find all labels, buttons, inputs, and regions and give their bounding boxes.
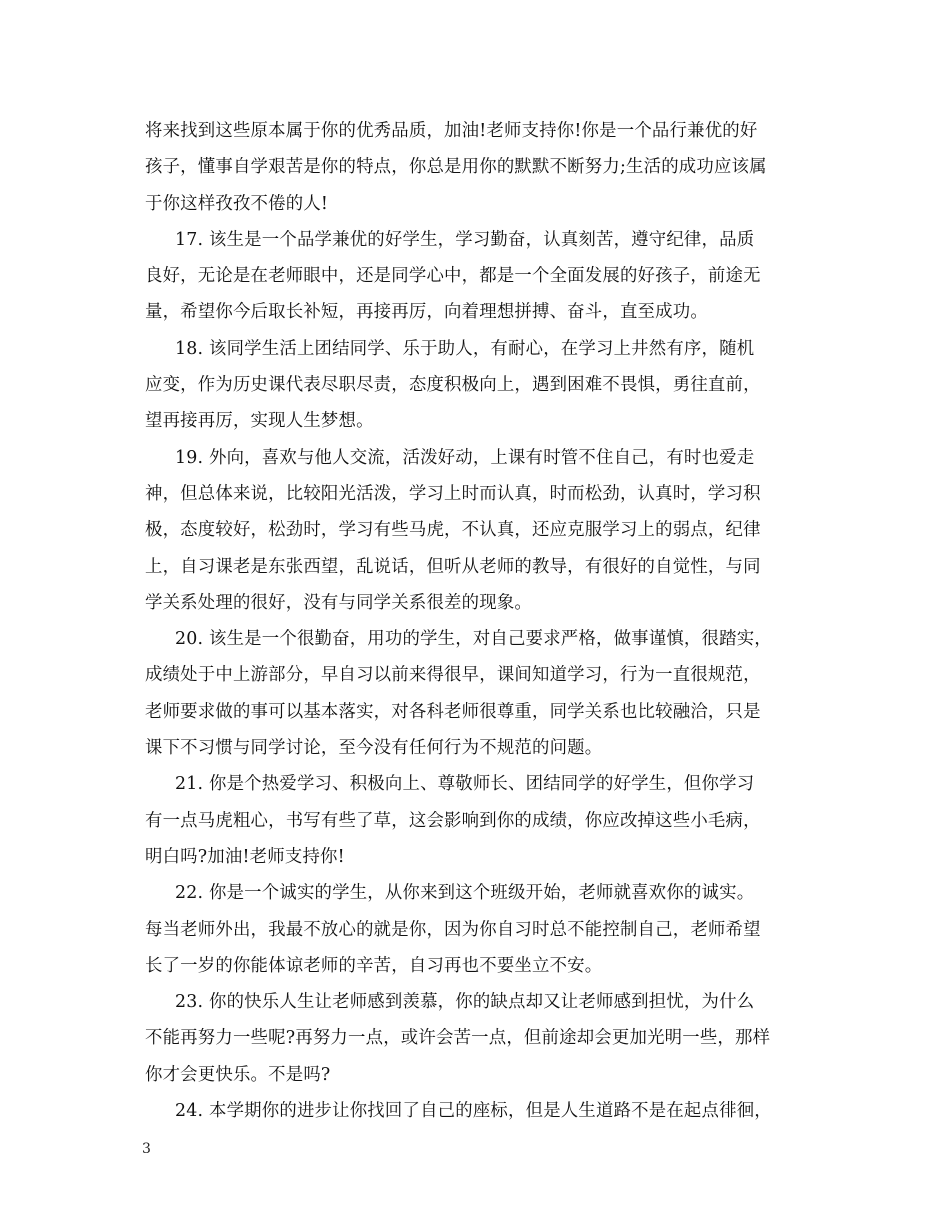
text-line: 你才会更快乐。不是吗? <box>145 1064 331 1085</box>
text-line: 量，希望你今后取长补短，再接再厉，向着理想拼搏、奋斗，直至成功。 <box>145 302 708 323</box>
text-line: 老师要求做的事可以基本落实，对各科老师很尊重，同学关系也比较融洽，只是 <box>145 701 761 722</box>
text-line: 17. 该生是一个品学兼优的好学生，学习勤奋，认真刻苦，遵守纪律，品质 <box>175 229 755 250</box>
text-line: 20. 该生是一个很勤奋，用功的学生，对自己要求严格，做事谨慎，很踏实， <box>175 629 772 650</box>
text-line: 24. 本学期你的进步让你找回了自己的座标，但是人生道路不是在起点徘徊， <box>175 1101 772 1122</box>
text-line: 长了一岁的你能体谅老师的辛苦，自习再也不要坐立不安。 <box>145 955 603 976</box>
text-line: 课下不习惯与同学讨论，至今没有任何行为不规范的问题。 <box>145 738 603 759</box>
text-line: 神，但总体来说，比较阳光活泼，学习上时而认真，时而松劲，认真时，学习积 <box>145 483 761 504</box>
text-line: 不能再努力一些呢?再努力一点，或许会苦一点，但前途却会更加光明一些，那样 <box>145 1028 771 1049</box>
text-line: 19. 外向，喜欢与他人交流，活泼好动，上课有时管不住自己，有时也爱走 <box>175 447 755 468</box>
text-line: 极，态度较好，松劲时，学习有些马虎，不认真，还应克服学习上的弱点，纪律 <box>145 520 761 541</box>
text-line: 18. 该同学生活上团结同学、乐于助人，有耐心，在学习上井然有序，随机 <box>175 338 755 359</box>
text-line: 每当老师外出，我最不放心的就是你，因为你自习时总不能控制自己，老师希望 <box>145 919 761 940</box>
text-line: 孩子，懂事自学艰苦是你的特点，你总是用你的默默不断努力;生活的成功应该属 <box>145 157 767 178</box>
text-line: 成绩处于中上游部分，早自习以前来得很早，课间知道学习，行为一直很规范， <box>145 665 761 686</box>
text-line: 于你这样孜孜不倦的人! <box>145 193 329 214</box>
text-line: 23. 你的快乐人生让老师感到羡慕，你的缺点却又让老师感到担忧，为什么 <box>175 992 755 1013</box>
text-line: 望再接再厉，实现人生梦想。 <box>145 411 374 432</box>
text-line: 有一点马虎粗心，书写有些了草，这会影响到你的成绩，你应改掉这些小毛病， <box>145 810 761 831</box>
text-line: 明白吗?加油!老师支持你! <box>145 846 345 867</box>
text-line: 21. 你是个热爱学习、积极向上、尊敬师长、团结同学的好学生，但你学习 <box>175 774 755 795</box>
page-number: 3 <box>142 1141 151 1157</box>
text-line: 将来找到这些原本属于你的优秀品质，加油!老师支持你!你是一个品行兼优的好 <box>145 121 758 141</box>
text-line: 22. 你是一个诚实的学生，从你来到这个班级开始，老师就喜欢你的诚实。 <box>175 883 755 904</box>
text-line: 良好，无论是在老师眼中，还是同学心中，都是一个全面发展的好孩子，前途无 <box>145 266 761 287</box>
text-line: 应变，作为历史课代表尽职尽责，态度积极向上，遇到困难不畏惧，勇往直前， <box>145 375 761 396</box>
text-line: 上，自习课老是东张西望，乱说话，但听从老师的教导，有很好的自觉性，与同 <box>145 556 761 577</box>
text-line: 学关系处理的很好，没有与同学关系很差的现象。 <box>145 592 532 613</box>
document-body <box>145 113 825 1129</box>
